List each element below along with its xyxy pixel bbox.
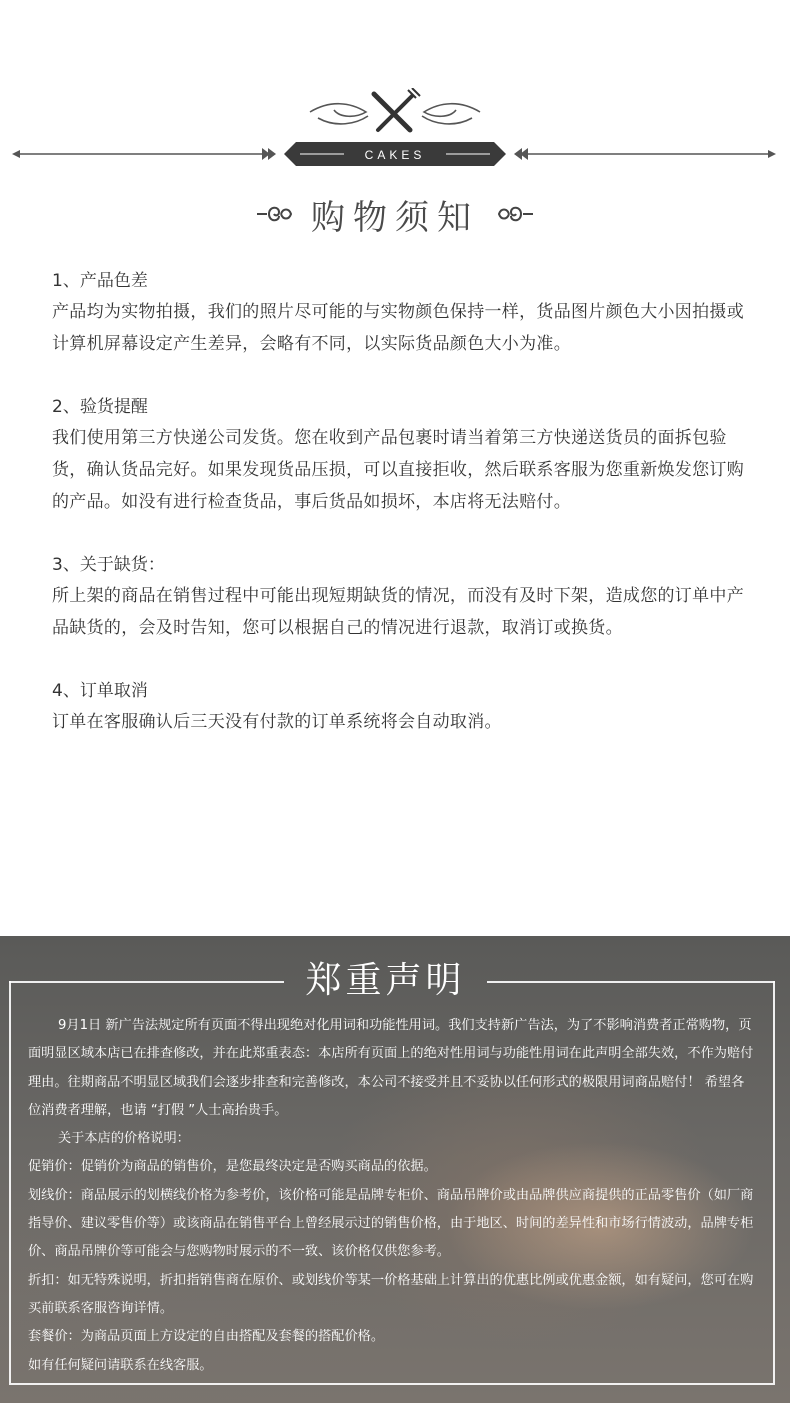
declaration-body: [28, 1012, 756, 1380]
declaration-title: 郑重声明: [305, 960, 466, 1001]
section-body: 所上架的商品在销售过程中可能出现短期缺货的情况，而没有及时下架，造成您的订单中产品缺货的，会及时告知，您可以根据自己的情况进行退款，取消订或换货。: [52, 586, 744, 638]
notice-section: [52, 550, 752, 644]
notice-title-row: [0, 186, 790, 242]
contact-note: 如有任何疑问请联系在线客服。: [28, 1357, 213, 1373]
section-heading: 4、订单取消: [52, 681, 148, 701]
section-heading: 3、关于缺货：: [52, 555, 165, 575]
declaration-panel: [0, 936, 790, 1403]
price-item: 折扣：如无特殊说明，折扣指销售商在原价、或划线价等某一价格基础上计算出的优惠比例或优惠金额，如有疑问，您可在购买前联系客服咨询详情。: [28, 1272, 754, 1316]
section-body: 订单在客服确认后三天没有付款的订单系统将会自动取消。: [52, 712, 502, 732]
notice-section: [52, 676, 752, 738]
frame-top-line-right: [487, 981, 775, 983]
price-item: 划线价：商品展示的划横线价格为参考价，该价格可能是品牌专柜价、商品吊牌价或由品牌供应商提供的正品零售价（如厂商指导价、建议零售价等）或该商品在销售平台上曾经展示过的销售价格，由于地区、时间的差异性和市场行情波动，品牌专柜价、商品吊牌价等可能会与您购物时展示的不一致、该价格仅供您参考。: [28, 1187, 754, 1260]
notice-section: [52, 392, 752, 518]
section-heading: 1、产品色差: [52, 271, 148, 291]
section-body: 我们使用第三方快递公司发货。您在收到产品包裹时请当着第三方快递送货员的面拆包验货，确认货品完好。如果发现货品压损，可以直接拒收，然后联系客服为您重新焕发您订购的产品。如没有进行检查货品，事后货品如损坏，本店将无法赔付。: [52, 428, 744, 512]
fork-knife-icon: [374, 88, 420, 130]
right-flourish-icon: [497, 202, 535, 226]
declaration-intro: 9月1日 新广告法规定所有页面不得出现绝对化用词和功能性用词。我们支持新广告法，为了不影响消费者正常购物，页面明显区域本店已在排查修改，并在此郑重表态：本店所有页面上的绝对性用词与功能性用词在此声明全部失效，不作为赔付理由。往期商品不明显区域我们会逐步排查和完善修改，本公司不接受并且不妥协以任何形式的极限用词商品赔付！ 希望各位消费者理解，也请 “打假 ”人士高抬贵手。: [28, 1018, 754, 1118]
price-item: 套餐价：为商品页面上方设定的自由搭配及套餐的搭配价格。: [28, 1329, 385, 1345]
cakes-badge: CAKES: [364, 148, 426, 162]
notice-sections: [52, 266, 752, 770]
section-heading: 2、验货提醒: [52, 397, 148, 417]
section-body: 产品均为实物拍摄，我们的照片尽可能的与实物颜色保持一样，货品图片颜色大小因拍摄或计算机屏幕设定产生差异，会略有不同，以实际货品颜色大小为准。: [52, 302, 744, 354]
price-item: 促销价：促销价为商品的销售价，是您最终决定是否购买商品的依据。: [28, 1159, 437, 1175]
notice-title: 购物须知: [311, 197, 479, 238]
notice-section: [52, 266, 752, 360]
frame-top-line-left: [9, 981, 284, 983]
left-flourish-icon: [255, 202, 293, 226]
price-heading: 关于本店的价格说明：: [58, 1131, 190, 1147]
